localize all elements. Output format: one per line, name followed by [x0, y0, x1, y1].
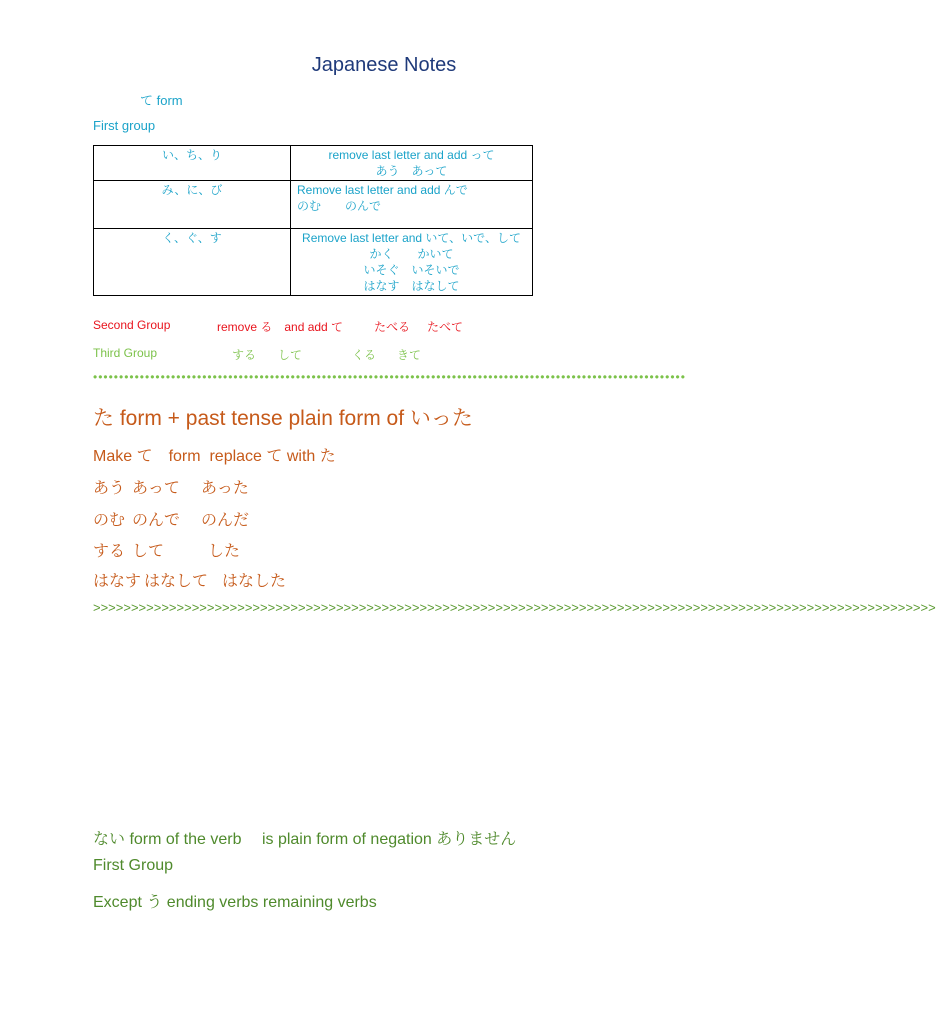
third-group-label: Third Group [93, 346, 158, 360]
example-te-form: あって [132, 480, 180, 497]
example-dictionary-form: あう [93, 480, 126, 497]
table-cell [291, 229, 533, 296]
table-cell [291, 181, 533, 229]
dotted-divider: •••••••••••••••••••••••••••••••••••••••••••••••••••••••••••••••••••••••••••••••••••••••••••••••••••••••••••••••••• [93, 370, 686, 384]
example-te-form: はなして [144, 573, 209, 590]
example-text: あう あって [375, 164, 448, 178]
page-title: Japanese Notes [311, 54, 457, 76]
third-group-example: して [278, 348, 303, 362]
example-text: のむ のんで [297, 199, 382, 213]
example-text: かく かいて [369, 247, 454, 261]
table-cell: い、ち、り [94, 146, 291, 181]
nai-except-line: Except う ending verbs remaining verbs [93, 894, 377, 911]
example-dictionary-form: のむ [93, 512, 126, 529]
rule-text: Remove last letter and いて、いで、して [302, 231, 521, 245]
rule-text: Remove last letter and add んで [297, 183, 468, 197]
table-cell [291, 146, 533, 181]
arrow-divider: >>>>>>>>>>>>>>>>>>>>>>>>>>>>>>>>>>>>>>>>>>>>>>>>>>>>>>>>>>>>>>>>>>>>>>>>>>>>>>>>>>>>>>>>>>>>>>>>>>>>>>>>>>>>>>> [93, 600, 936, 615]
make-ta-form-line: Make て form replace て with た [93, 448, 336, 465]
first-group-label: First group [93, 118, 156, 133]
example-ta-form: のんだ [201, 512, 250, 529]
second-group-rule: remove る and add て [217, 320, 344, 334]
example-dictionary-form: する [93, 543, 126, 560]
example-ta-form: した [208, 543, 241, 560]
table-row [94, 181, 533, 229]
second-group-example: たべる [374, 320, 411, 334]
third-group-example: くる [352, 348, 377, 362]
nai-first-group-label: First Group [93, 857, 174, 874]
table-cell: く、ぐ、す [94, 229, 291, 296]
nai-form-heading: ない form of the verb is plain form of negation ありません [93, 831, 517, 848]
first-group-table [93, 145, 533, 296]
te-form-heading: て form [140, 93, 183, 108]
rule-text: remove last letter and add って [328, 148, 495, 162]
example-text: いそぐ いそいで [363, 263, 460, 277]
second-group-label: Second Group [93, 318, 171, 332]
example-text: はなす はなして [363, 279, 460, 293]
second-group-example: たべて [427, 320, 464, 334]
table-row [94, 229, 533, 296]
ta-form-heading: た form + past tense plain form of いった [93, 407, 473, 430]
table-cell: み、に、び [94, 181, 291, 229]
example-te-form: のんで [132, 512, 181, 529]
third-group-example: する [232, 348, 257, 362]
example-te-form: して [132, 543, 165, 560]
third-group-example: きて [397, 348, 422, 362]
table-row [94, 146, 533, 181]
example-ta-form: はなした [222, 573, 287, 590]
example-dictionary-form: はなす [93, 573, 142, 590]
example-ta-form: あった [201, 480, 249, 497]
